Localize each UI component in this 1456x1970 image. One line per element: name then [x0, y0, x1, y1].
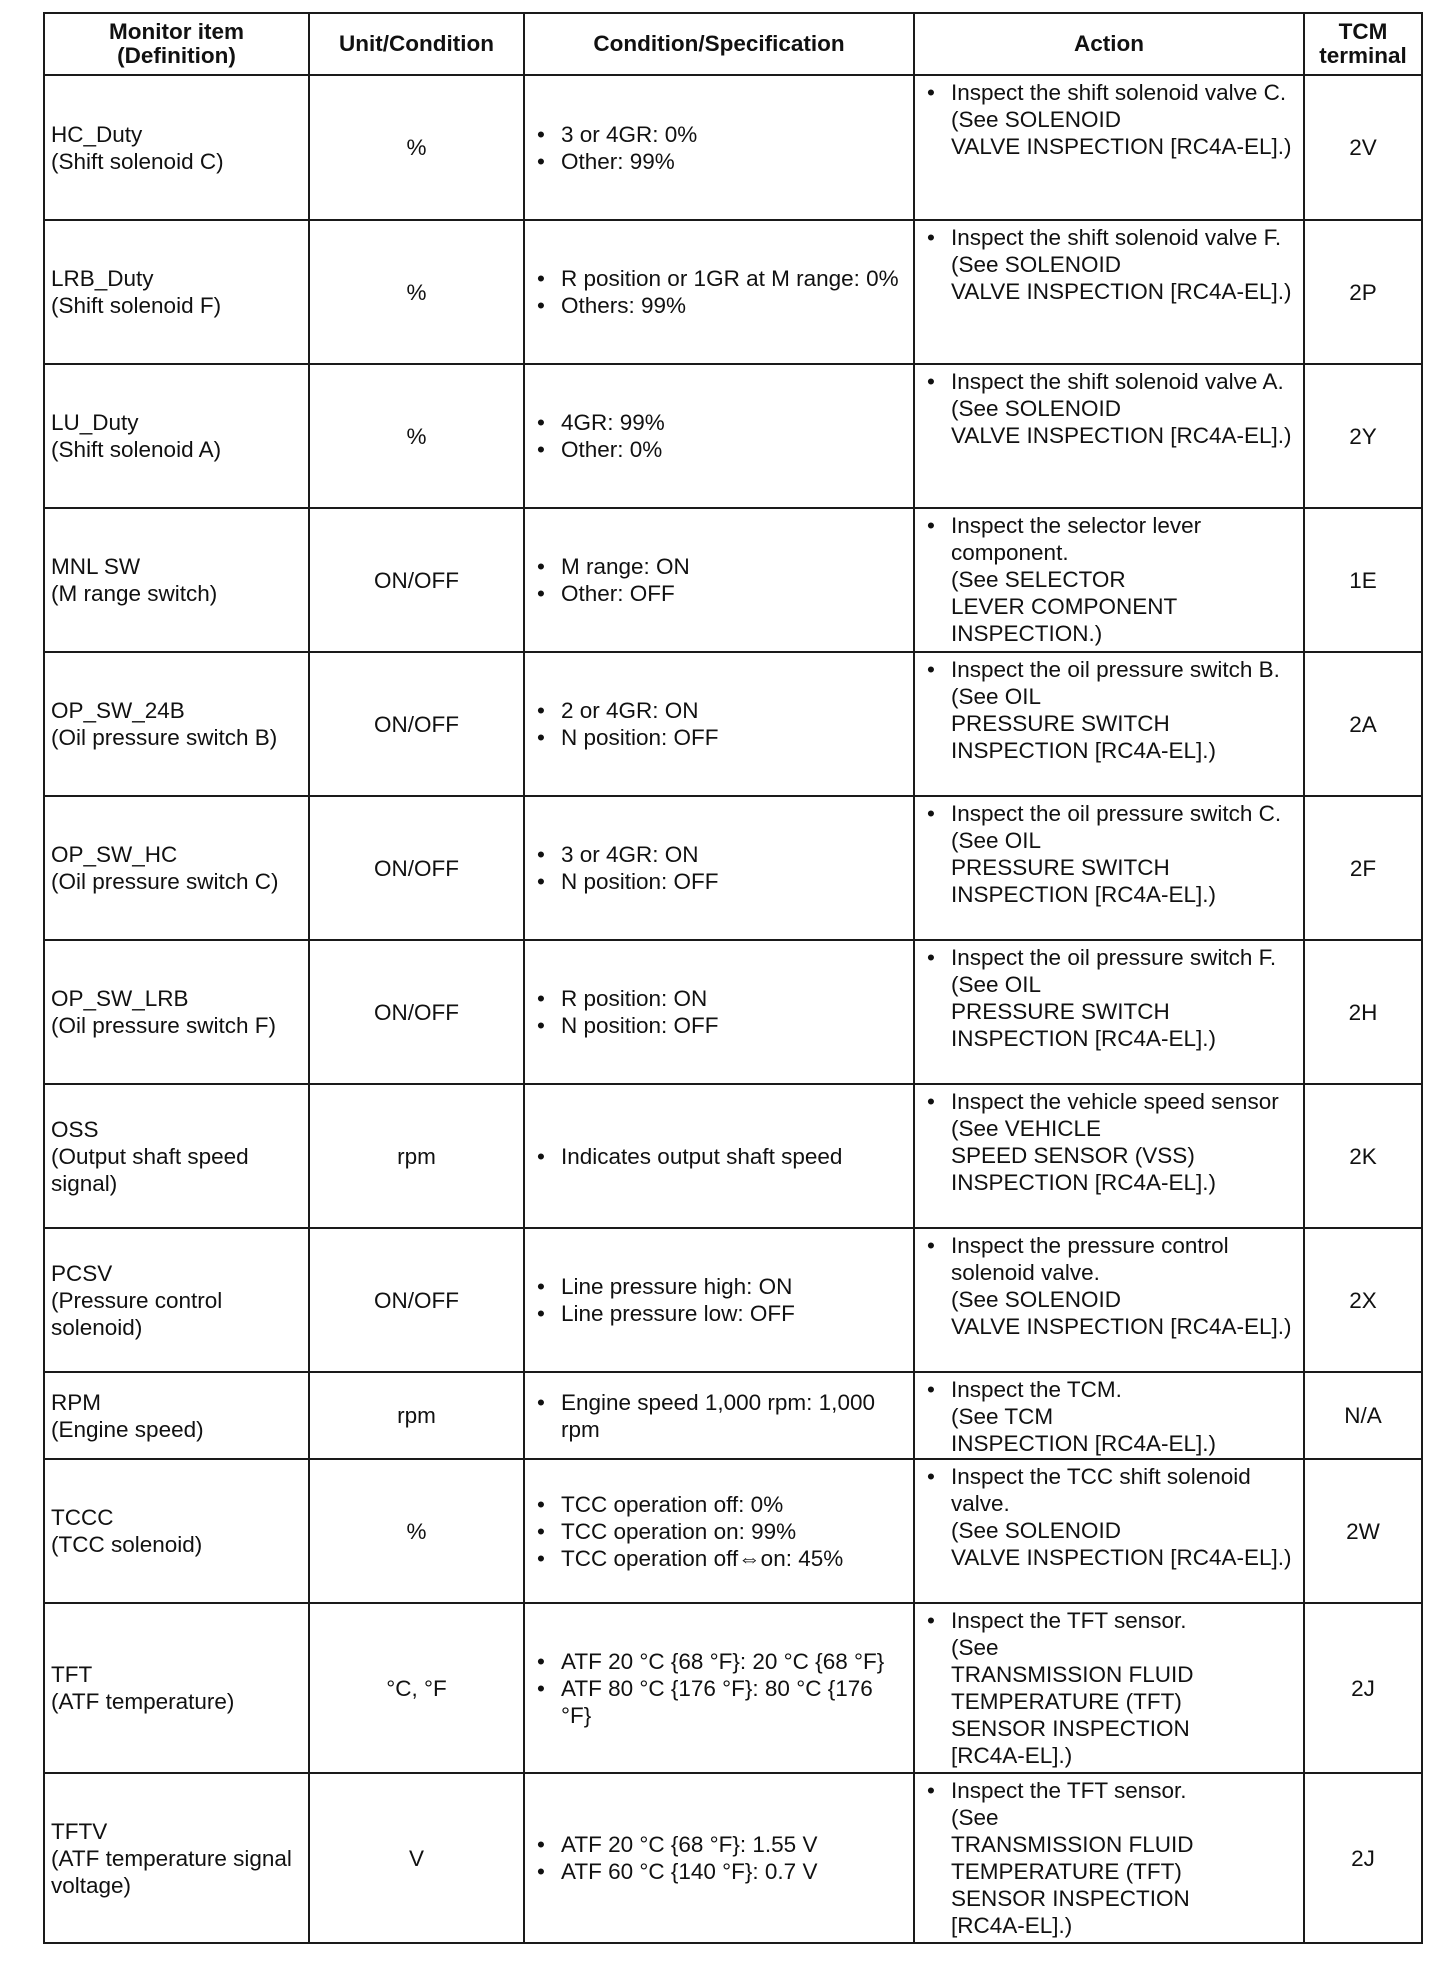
action-list [921, 1777, 1297, 1939]
specification-item: • TCC operation on: 99% [531, 1518, 907, 1545]
unit-condition-cell: °C, °F [309, 1603, 524, 1773]
unit-condition-cell: V [309, 1773, 524, 1943]
condition-specification-cell [524, 1459, 914, 1603]
monitor-item-name: MNL SW [51, 554, 141, 579]
action-cell [914, 1084, 1304, 1228]
monitor-item-name: TFTV [51, 1818, 108, 1844]
action-reference-line: SENSOR INSPECTION [951, 1716, 1190, 1741]
monitor-item-definition: (ATF temperature) [51, 1689, 235, 1714]
condition-specification-cell [524, 1603, 914, 1773]
monitor-item-definition: (Oil pressure switch C) [51, 869, 279, 894]
monitor-item-cell [44, 652, 309, 796]
monitor-item-definition: (Shift solenoid F) [51, 293, 222, 318]
action-reference-line: TEMPERATURE (TFT) [951, 1689, 1182, 1714]
specification-item: • Other: 0% [531, 436, 907, 463]
monitor-item-definition: (Oil pressure switch F) [51, 1013, 277, 1038]
action-cell [914, 364, 1304, 508]
unit-condition-cell: % [309, 220, 524, 364]
monitor-item-cell [44, 1459, 309, 1603]
table-row [44, 1773, 1422, 1943]
action-list [921, 1463, 1297, 1571]
tcm-terminal-cell: 2J [1304, 1603, 1422, 1773]
action-instruction: • Inspect the oil pressure switch F. [951, 945, 1277, 970]
action-reference-line: PRESSURE SWITCH [951, 855, 1170, 880]
specification-item: • Other: 99% [531, 148, 907, 175]
monitor-item-name: OP_SW_HC [51, 842, 178, 867]
action-list [921, 1088, 1297, 1196]
action-reference-line: LEVER COMPONENT [951, 594, 1178, 619]
action-list [921, 944, 1297, 1052]
action-reference-line: VALVE INSPECTION [RC4A-EL].) [951, 279, 1292, 304]
action-reference-line: (See SOLENOID [951, 1287, 1122, 1312]
action-instruction: • Inspect the selector lever component. [951, 513, 1202, 565]
action-item [921, 368, 1297, 449]
tcm-terminal-cell: 1E [1304, 508, 1422, 652]
action-reference-line: PRESSURE SWITCH [951, 999, 1170, 1024]
action-list [921, 224, 1297, 305]
action-item [921, 944, 1297, 1052]
specification-item: • TCC operation off⇔on: 45% [531, 1545, 907, 1572]
condition-specification-cell [524, 652, 914, 796]
header-action: Action [914, 13, 1304, 75]
monitor-item-name: LU_Duty [51, 410, 139, 435]
action-reference-line: VALVE INSPECTION [RC4A-EL].) [951, 1545, 1292, 1570]
action-list [921, 656, 1297, 764]
specification-item: • Indicates output shaft speed [531, 1143, 907, 1170]
condition-specification-cell [524, 508, 914, 652]
monitor-item-definition: (Output shaft speed signal) [51, 1143, 249, 1196]
specification-list [531, 553, 907, 607]
specification-item: • Line pressure low: OFF [531, 1300, 907, 1327]
unit-condition-cell: rpm [309, 1084, 524, 1228]
table-row [44, 220, 1422, 364]
monitor-item-name: LRB_Duty [51, 266, 154, 291]
action-reference-line: SENSOR INSPECTION [951, 1886, 1190, 1911]
action-item [921, 79, 1297, 160]
action-reference-line: (See OIL [951, 684, 1042, 709]
tcm-terminal-cell: 2J [1304, 1773, 1422, 1943]
action-reference-line: TEMPERATURE (TFT) [951, 1859, 1182, 1884]
action-reference-line: INSPECTION [RC4A-EL].) [951, 1026, 1217, 1051]
condition-specification-cell [524, 940, 914, 1084]
condition-specification-cell [524, 1228, 914, 1372]
specification-item: • 4GR: 99% [531, 409, 907, 436]
monitor-item-name: RPM [51, 1389, 101, 1415]
action-cell [914, 796, 1304, 940]
action-list [921, 512, 1297, 647]
monitor-item-cell [44, 1372, 309, 1459]
monitor-item-definition: (Pressure control solenoid) [51, 1287, 223, 1340]
specification-item: • N position: OFF [531, 868, 907, 895]
monitor-item-definition: (Oil pressure switch B) [51, 725, 278, 750]
condition-specification-cell [524, 1773, 914, 1943]
specification-item: • N position: OFF [531, 1012, 907, 1039]
monitor-item-definition: (ATF temperature signal voltage) [51, 1845, 292, 1898]
action-reference-line: (See OIL [951, 972, 1042, 997]
monitor-item-name: HC_Duty [51, 121, 143, 147]
action-reference-line: INSPECTION [RC4A-EL].) [951, 1170, 1217, 1195]
monitor-item-name: TFT [51, 1662, 93, 1687]
header-row [44, 13, 1422, 75]
table-row [44, 1459, 1422, 1603]
unit-condition-cell: rpm [309, 1372, 524, 1459]
action-reference-line: (See SOLENOID [951, 107, 1122, 132]
action-reference-line: INSPECTION [RC4A-EL].) [951, 882, 1217, 907]
monitor-item-cell [44, 1228, 309, 1372]
tcm-terminal-cell: 2K [1304, 1084, 1422, 1228]
monitor-item-name: OP_SW_24B [51, 698, 185, 723]
tcm-terminal-cell: N/A [1304, 1372, 1422, 1459]
action-instruction: • Inspect the oil pressure switch C. [951, 801, 1282, 826]
monitor-items-table [43, 12, 1423, 1944]
tcm-terminal-cell: 2V [1304, 75, 1422, 220]
specification-item: • Engine speed 1,000 rpm: 1,000 rpm [531, 1389, 907, 1443]
action-cell [914, 1372, 1304, 1459]
unit-condition-cell: ON/OFF [309, 1228, 524, 1372]
monitor-item-name: TCCC [51, 1505, 114, 1530]
action-reference-line: (See [951, 1635, 999, 1660]
action-list [921, 1232, 1297, 1340]
specification-list [531, 1389, 907, 1443]
action-item [921, 512, 1297, 647]
action-reference-line: (See SOLENOID [951, 1518, 1122, 1543]
action-cell [914, 1603, 1304, 1773]
action-list [921, 800, 1297, 908]
unit-condition-cell: % [309, 1459, 524, 1603]
action-item [921, 656, 1297, 764]
tcm-terminal-cell: 2P [1304, 220, 1422, 364]
condition-specification-cell [524, 1084, 914, 1228]
monitor-item-cell [44, 75, 309, 220]
table-row [44, 75, 1422, 220]
specification-list [531, 1831, 907, 1885]
action-reference-line: PRESSURE SWITCH [951, 711, 1170, 736]
tcm-terminal-cell: 2Y [1304, 364, 1422, 508]
specification-list [531, 265, 907, 319]
condition-specification-cell [524, 1372, 914, 1459]
monitor-item-definition: (M range switch) [51, 581, 218, 606]
specification-item: • 3 or 4GR: ON [531, 841, 907, 868]
unit-condition-cell: ON/OFF [309, 652, 524, 796]
action-list [921, 1376, 1297, 1457]
specification-item: • 3 or 4GR: 0% [531, 121, 907, 148]
specification-item: • 2 or 4GR: ON [531, 697, 907, 724]
specification-list [531, 1273, 907, 1327]
specification-item: • TCC operation off: 0% [531, 1491, 907, 1518]
action-instruction: • Inspect the TCC shift solenoid valve. [951, 1464, 1251, 1516]
action-reference-line: SPEED SENSOR (VSS) [951, 1143, 1195, 1168]
table-row [44, 508, 1422, 652]
action-reference-line: VALVE INSPECTION [RC4A-EL].) [951, 134, 1292, 159]
action-cell [914, 940, 1304, 1084]
monitor-item-cell [44, 508, 309, 652]
specification-list [531, 985, 907, 1039]
action-reference-line: (See VEHICLE [951, 1116, 1102, 1141]
specification-list [531, 1491, 907, 1572]
header-unit-condition: Unit/Condition [309, 13, 524, 75]
action-item [921, 1607, 1297, 1769]
action-reference-line: [RC4A-EL].) [951, 1743, 1073, 1768]
unit-condition-cell: ON/OFF [309, 508, 524, 652]
table-row [44, 1084, 1422, 1228]
specification-item: • Others: 99% [531, 292, 907, 319]
action-instruction: • Inspect the TCM. [951, 1377, 1122, 1402]
specification-item: • Line pressure high: ON [531, 1273, 907, 1300]
specification-item: • M range: ON [531, 553, 907, 580]
action-cell [914, 1228, 1304, 1372]
action-reference-line: VALVE INSPECTION [RC4A-EL].) [951, 423, 1292, 448]
action-cell [914, 652, 1304, 796]
table-row [44, 652, 1422, 796]
unit-condition-cell: % [309, 75, 524, 220]
condition-specification-cell [524, 796, 914, 940]
monitor-item-cell [44, 1603, 309, 1773]
table-row [44, 1228, 1422, 1372]
header-condition-specification: Condition/Specification [524, 13, 914, 75]
tcm-terminal-cell: 2W [1304, 1459, 1422, 1603]
monitor-item-definition: (TCC solenoid) [51, 1532, 203, 1557]
action-item [921, 224, 1297, 305]
specification-item: • ATF 80 °C {176 °F}: 80 °C {176 °F} [531, 1675, 907, 1729]
action-instruction: • Inspect the oil pressure switch B. [951, 657, 1280, 682]
action-reference-line: INSPECTION.) [951, 621, 1103, 646]
action-reference-line: TRANSMISSION FLUID [951, 1662, 1194, 1687]
tcm-terminal-cell: 2X [1304, 1228, 1422, 1372]
tcm-terminal-cell: 2F [1304, 796, 1422, 940]
specification-item: • ATF 20 °C {68 °F}: 20 °C {68 °F} [531, 1648, 907, 1675]
action-reference-line: [RC4A-EL].) [951, 1913, 1073, 1938]
monitor-items-table-sheet [43, 12, 1421, 1944]
monitor-item-name: PCSV [51, 1260, 113, 1286]
monitor-item-definition: (Engine speed) [51, 1416, 204, 1442]
tcm-terminal-cell: 2A [1304, 652, 1422, 796]
specification-item: • ATF 60 °C {140 °F}: 0.7 V [531, 1858, 907, 1885]
action-instruction: • Inspect the TFT sensor. [951, 1778, 1187, 1803]
action-cell [914, 75, 1304, 220]
action-reference-line: (See TCM [951, 1404, 1054, 1429]
action-list [921, 368, 1297, 449]
action-reference-line: (See OIL [951, 828, 1042, 853]
action-instruction: • Inspect the shift solenoid valve A. [951, 369, 1284, 394]
monitor-item-cell [44, 796, 309, 940]
action-item [921, 800, 1297, 908]
action-reference-line: (See [951, 1805, 999, 1830]
action-cell [914, 220, 1304, 364]
condition-specification-cell [524, 364, 914, 508]
table-row [44, 364, 1422, 508]
action-cell [914, 1459, 1304, 1603]
condition-specification-cell [524, 75, 914, 220]
monitor-item-name: OP_SW_LRB [51, 986, 189, 1011]
specification-item: • R position: ON [531, 985, 907, 1012]
unit-condition-cell: ON/OFF [309, 940, 524, 1084]
specification-list [531, 121, 907, 175]
action-reference-line: TRANSMISSION FLUID [951, 1832, 1194, 1857]
specification-list [531, 1143, 907, 1170]
table-row [44, 796, 1422, 940]
action-list [921, 79, 1297, 160]
table-row [44, 940, 1422, 1084]
header-monitor-item: Monitor item (Definition) [44, 13, 309, 75]
monitor-item-cell [44, 1084, 309, 1228]
specification-item: • R position or 1GR at M range: 0% [531, 265, 907, 292]
specification-list [531, 697, 907, 751]
specification-item: • N position: OFF [531, 724, 907, 751]
action-item [921, 1777, 1297, 1939]
condition-specification-cell [524, 220, 914, 364]
action-instruction: • Inspect the shift solenoid valve C. [951, 80, 1287, 105]
action-instruction: • Inspect the pressure control solenoid valve. [951, 1233, 1229, 1285]
specification-item: • Other: OFF [531, 580, 907, 607]
action-item [921, 1463, 1297, 1571]
unit-condition-cell: % [309, 364, 524, 508]
action-cell [914, 1773, 1304, 1943]
header-tcm-terminal: TCM terminal [1304, 13, 1422, 75]
monitor-item-cell [44, 1773, 309, 1943]
monitor-item-cell [44, 220, 309, 364]
monitor-item-definition: (Shift solenoid A) [51, 437, 222, 462]
action-instruction: • Inspect the vehicle speed sensor [951, 1089, 1279, 1114]
table-row [44, 1372, 1422, 1459]
specification-list [531, 409, 907, 463]
unit-condition-cell: ON/OFF [309, 796, 524, 940]
action-item [921, 1232, 1297, 1340]
monitor-item-name: OSS [51, 1116, 99, 1142]
action-reference-line: INSPECTION [RC4A-EL].) [951, 1431, 1217, 1456]
action-list [921, 1607, 1297, 1769]
action-reference-line: (See SELECTOR [951, 567, 1126, 592]
monitor-item-definition: (Shift solenoid C) [51, 148, 224, 174]
specification-item: • ATF 20 °C {68 °F}: 1.55 V [531, 1831, 907, 1858]
action-instruction: • Inspect the TFT sensor. [951, 1608, 1187, 1633]
action-cell [914, 508, 1304, 652]
monitor-item-cell [44, 364, 309, 508]
specification-list [531, 1648, 907, 1729]
action-instruction: • Inspect the shift solenoid valve F. [951, 225, 1282, 250]
specification-list [531, 841, 907, 895]
action-reference-line: VALVE INSPECTION [RC4A-EL].) [951, 1314, 1292, 1339]
action-reference-line: (See SOLENOID [951, 396, 1122, 421]
action-reference-line: (See SOLENOID [951, 252, 1122, 277]
monitor-item-cell [44, 940, 309, 1084]
action-reference-line: INSPECTION [RC4A-EL].) [951, 738, 1217, 763]
tcm-terminal-cell: 2H [1304, 940, 1422, 1084]
action-item [921, 1088, 1297, 1196]
table-row [44, 1603, 1422, 1773]
action-item [921, 1376, 1297, 1457]
